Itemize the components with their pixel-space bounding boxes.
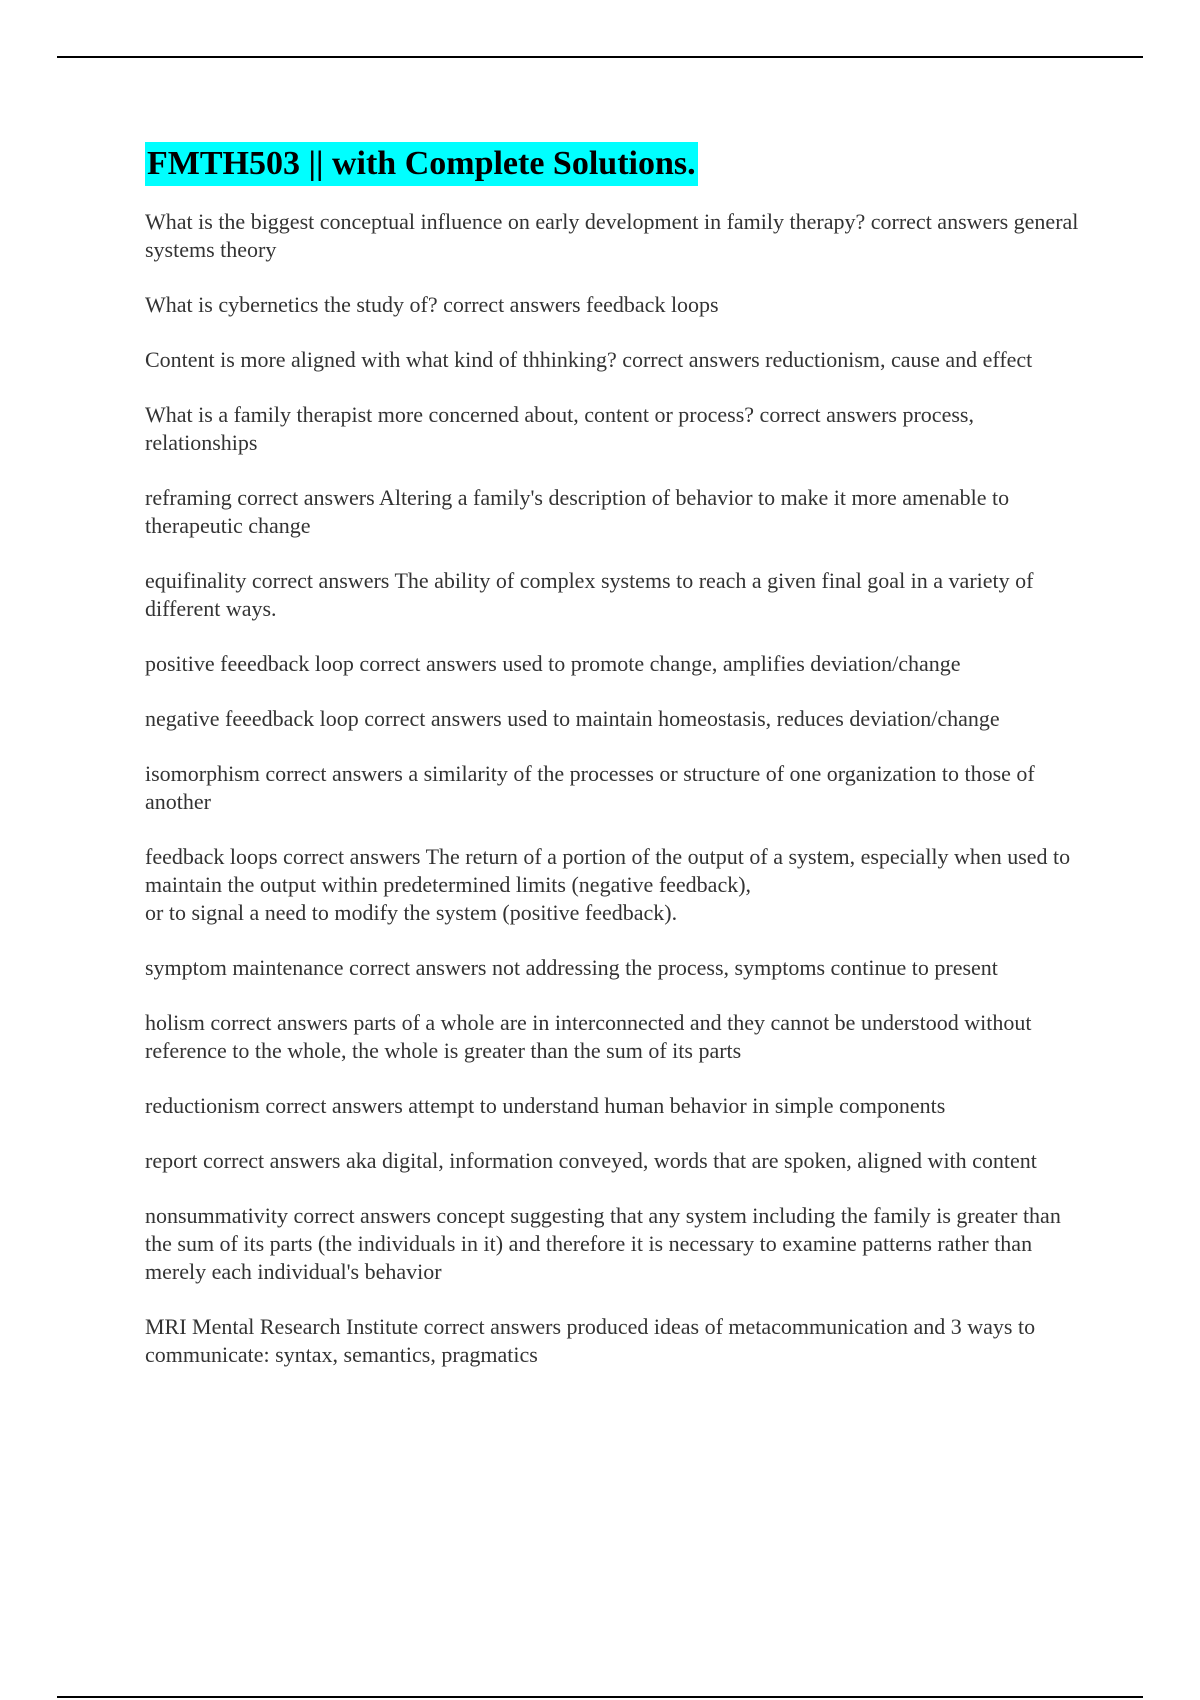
qa-item: feedback loops correct answers The return of a portion of the output of a system, especially when used to maintain the output within predetermined limits (negative feedback), or to signal a need to modify the system (positive feedback).: [145, 844, 1071, 925]
qa-item: What is cybernetics the study of? correct answers feedback loops: [145, 292, 719, 317]
qa-list: [145, 208, 1090, 1369]
qa-item: MRI Mental Research Institute correct answers produced ideas of metacommunication and 3 ways to communicate: syntax, semantics, pragmatics: [145, 1314, 1036, 1367]
qa-item: negative feeedback loop correct answers used to maintain homeostasis, reduces deviation/change: [145, 706, 1000, 731]
qa-item: equifinality correct answers The ability of complex systems to reach a given final goal in a variety of different ways.: [145, 568, 1034, 621]
qa-item: What is a family therapist more concerned about, content or process? correct answers process, relationships: [145, 402, 974, 455]
qa-item: Content is more aligned with what kind of thhinking? correct answers reductionism, cause and effect: [145, 347, 1033, 372]
qa-item: reframing correct answers Altering a family's description of behavior to make it more amenable to therapeutic change: [145, 485, 1010, 538]
qa-item: reductionism correct answers attempt to understand human behavior in simple components: [145, 1093, 946, 1118]
bottom-divider: [57, 1696, 1143, 1698]
qa-item: What is the biggest conceptual influence on early development in family therapy? correct answers general systems theory: [145, 209, 1079, 262]
qa-item: symptom maintenance correct answers not addressing the process, symptoms continue to present: [145, 955, 998, 980]
document-body: [145, 142, 1090, 1396]
qa-item: nonsummativity correct answers concept suggesting that any system including the family is greater than the sum of its parts (the individuals in it) and therefore it is necessary to examine patterns rather than merely each individual's behavior: [145, 1203, 1061, 1284]
top-divider: [57, 56, 1143, 58]
qa-item: isomorphism correct answers a similarity of the processes or structure of one organization to those of another: [145, 761, 1035, 814]
qa-item: positive feeedback loop correct answers used to promote change, amplifies deviation/change: [145, 651, 961, 676]
qa-item: holism correct answers parts of a whole are in interconnected and they cannot be understood without reference to the whole, the whole is greater than the sum of its parts: [145, 1010, 1032, 1063]
qa-item: report correct answers aka digital, information conveyed, words that are spoken, aligned with content: [145, 1148, 1037, 1173]
document-title: FMTH503 || with Complete Solutions.: [145, 142, 698, 186]
